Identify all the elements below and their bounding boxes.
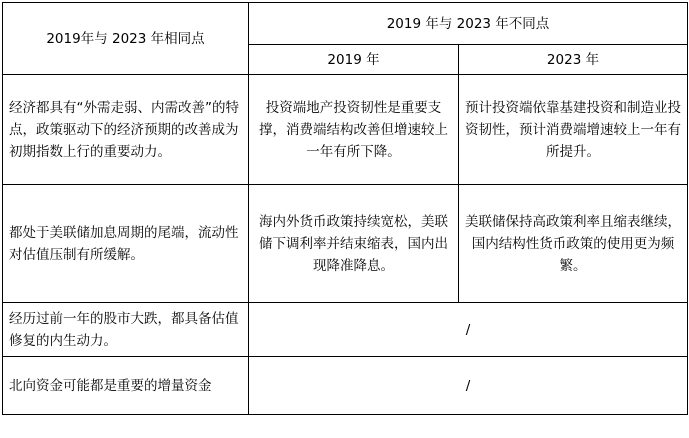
cell-2023: 美联储保持高政策利率且缩表继续，国内结构性货币政策的使用更为频繁。 [459,185,688,303]
cell-2023: 预计投资端依靠基建投资和制造业投资韧性，预计消费端增速较上一年有所提升。 [459,75,688,185]
same-cell: 都处于美联储加息周期的尾端，流动性对估值压制有所缓解。 [3,185,249,303]
cell-2019: 海内外货币政策持续宽松，美联储下调利率并结束缩表，国内出现降准降息。 [249,185,459,303]
header-same-points: 2019年与 2023 年相同点 [3,3,249,75]
header-row-top [3,3,688,45]
header-year-2019: 2019 年 [249,45,459,75]
same-cell: 北向资金可能都是重要的增量资金 [3,357,249,415]
table-row [3,75,688,185]
comparison-table [2,2,688,415]
header-different-points: 2019 年与 2023 年不同点 [249,3,688,45]
merged-diff-cell: / [249,357,688,415]
table-row [3,185,688,303]
merged-diff-cell: / [249,303,688,357]
table-row [3,357,688,415]
header-year-2023: 2023 年 [459,45,688,75]
cell-2019: 投资端地产投资韧性是重要支撑，消费端结构改善但增速较上一年有所下降。 [249,75,459,185]
same-cell: 经历过前一年的股市大跌，都具备估值修复的内生动力。 [3,303,249,357]
table-row [3,303,688,357]
same-cell: 经济都具有“外需走弱、内需改善”的特点，政策驱动下的经济预期的改善成为初期指数上行的重要动力。 [3,75,249,185]
